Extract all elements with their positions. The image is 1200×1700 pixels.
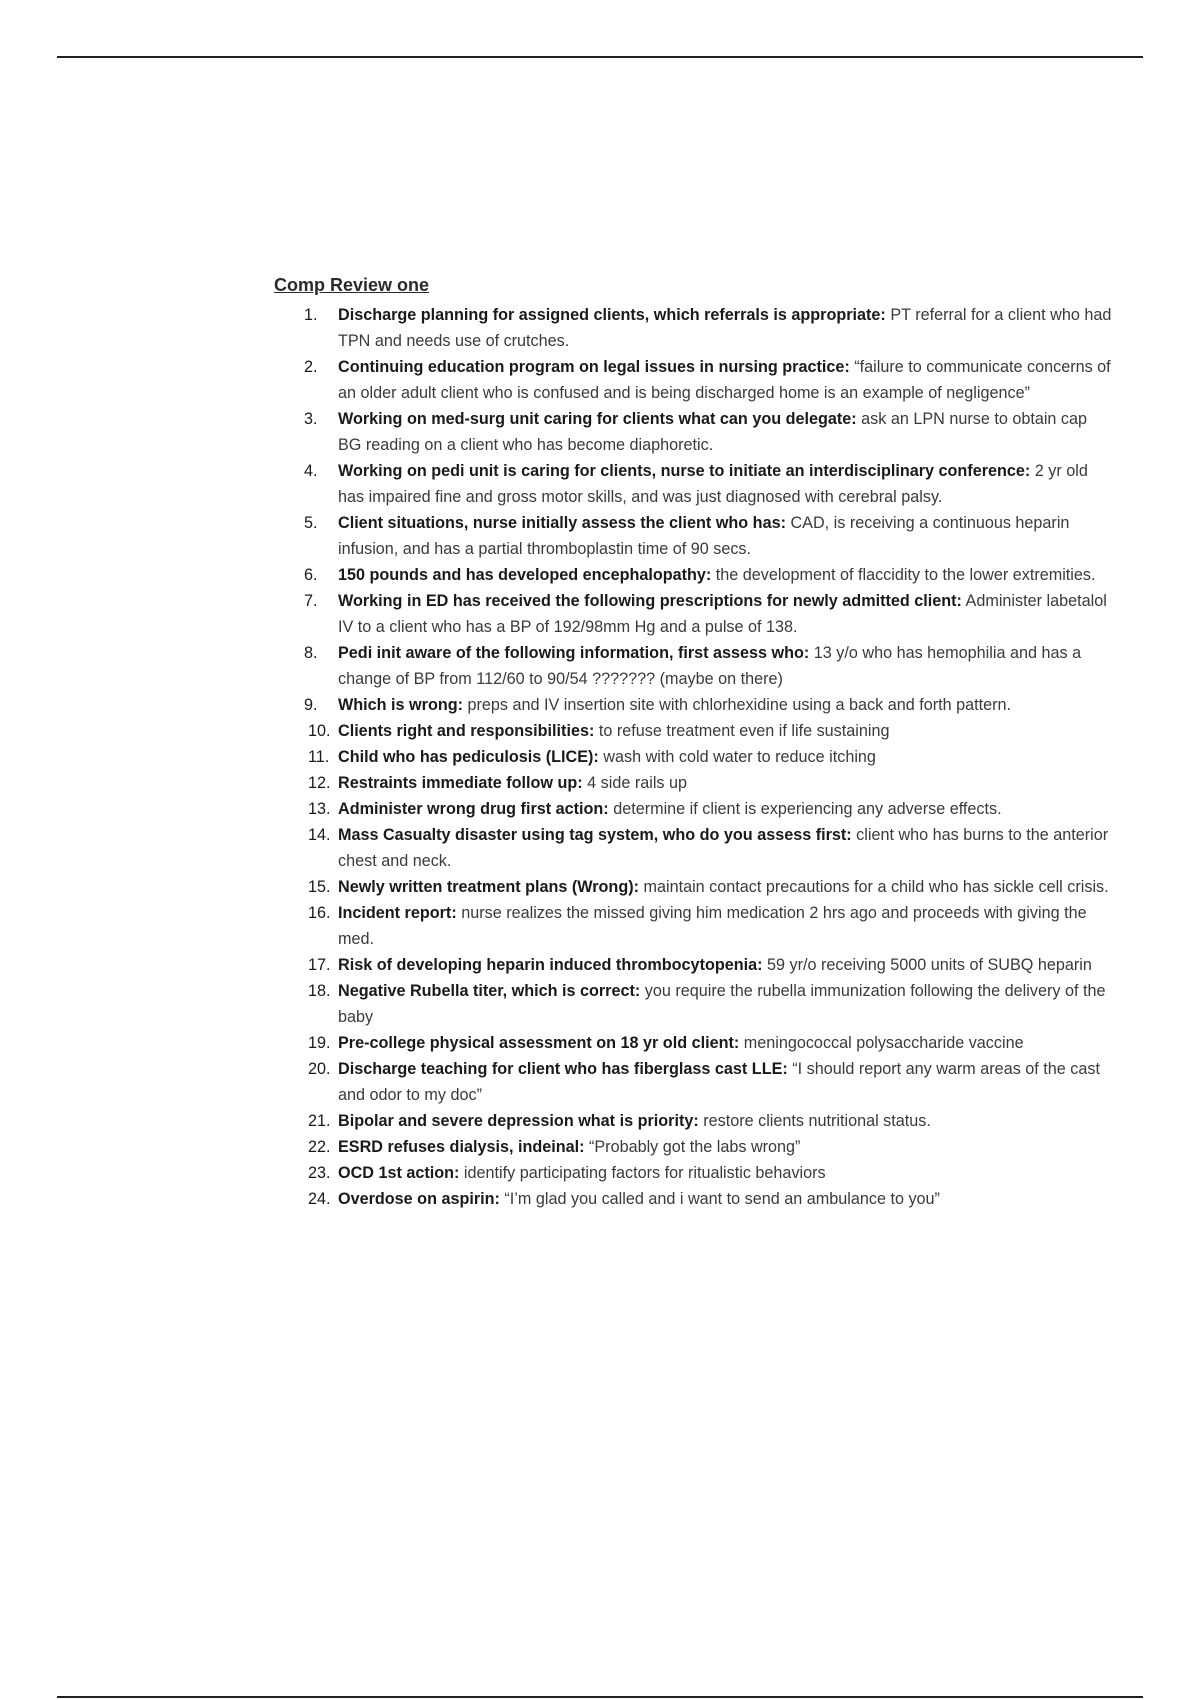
item-answer: Administer labetalol IV to a client who has a BP of 192/98mm Hg and a pulse of 138.	[338, 592, 1107, 636]
item-number: 6.	[304, 566, 318, 584]
review-list	[274, 302, 1114, 1212]
item-question: Administer wrong drug first action:	[338, 800, 609, 818]
item-question: OCD 1st action:	[338, 1164, 460, 1182]
item-number: 2.	[304, 358, 318, 376]
item-number: 10.	[308, 722, 331, 740]
item-number: 15.	[308, 878, 331, 896]
list-item	[274, 822, 1114, 874]
item-number: 16.	[308, 904, 331, 922]
item-answer: 4 side rails up	[582, 774, 688, 792]
list-item	[274, 1134, 1114, 1160]
item-question: Bipolar and severe depression what is priority:	[338, 1112, 699, 1130]
item-answer: “Probably got the labs wrong”	[584, 1138, 801, 1156]
item-number: 4.	[304, 462, 318, 480]
list-item	[274, 978, 1114, 1030]
list-item	[274, 458, 1114, 510]
item-number: 18.	[308, 982, 331, 1000]
item-number: 8.	[304, 644, 318, 662]
document-body	[274, 272, 1114, 1212]
list-item	[274, 510, 1114, 562]
item-answer: identify participating factors for ritualistic behaviors	[459, 1164, 826, 1182]
item-number: 3.	[304, 410, 318, 428]
item-question: Discharge teaching for client who has fiberglass cast LLE:	[338, 1060, 788, 1078]
item-question: Restraints immediate follow up:	[338, 774, 583, 792]
item-question: Risk of developing heparin induced thrombocytopenia:	[338, 956, 763, 974]
item-number: 14.	[308, 826, 331, 844]
document-title: Comp Review one	[274, 275, 430, 295]
list-item	[274, 406, 1114, 458]
item-number: 11.	[308, 748, 330, 766]
item-question: Child who has pediculosis (LICE):	[338, 748, 599, 766]
item-question: Working on med-surg unit caring for clients what can you delegate:	[338, 410, 857, 428]
item-number: 21.	[308, 1112, 331, 1130]
item-number: 1.	[304, 306, 318, 324]
item-answer: maintain contact precautions for a child who has sickle cell crisis.	[639, 878, 1109, 896]
item-question: ESRD refuses dialysis, indeinal:	[338, 1138, 585, 1156]
item-number: 7.	[304, 592, 318, 610]
item-answer: determine if client is experiencing any adverse effects.	[608, 800, 1002, 818]
item-number: 9.	[304, 696, 318, 714]
item-question: Negative Rubella titer, which is correct:	[338, 982, 641, 1000]
item-question: Incident report:	[338, 904, 457, 922]
list-item	[274, 354, 1114, 406]
item-question: Pedi init aware of the following information, first assess who:	[338, 644, 810, 662]
list-item	[274, 770, 1114, 796]
list-item	[274, 1108, 1114, 1134]
item-number: 19.	[308, 1034, 331, 1052]
item-question: Which is wrong:	[338, 696, 463, 714]
list-item	[274, 1056, 1114, 1108]
list-item	[274, 588, 1114, 640]
item-answer: you require the rubella immunization following the delivery of the baby	[338, 982, 1106, 1026]
item-answer: 2 yr old has impaired fine and gross motor skills, and was just diagnosed with cerebral palsy.	[338, 462, 1088, 506]
item-number: 5.	[304, 514, 318, 532]
item-question: Mass Casualty disaster using tag system, who do you assess first:	[338, 826, 852, 844]
item-answer: “failure to communicate concerns of an older adult client who is confused and is being discharged home is an example of negligence”	[338, 358, 1111, 402]
item-answer: 13 y/o who has hemophilia and has a change of BP from 112/60 to 90/54 ??????? (maybe on there)	[338, 644, 1082, 688]
item-question: Clients right and responsibilities:	[338, 722, 595, 740]
item-question: Pre-college physical assessment on 18 yr old client:	[338, 1034, 740, 1052]
footer-rule	[57, 1696, 1143, 1698]
item-number: 13.	[308, 800, 331, 818]
item-number: 17.	[308, 956, 331, 974]
item-answer: CAD, is receiving a continuous heparin infusion, and has a partial thromboplastin time of 90 secs.	[338, 514, 1070, 558]
item-answer: “I’m glad you called and i want to send an ambulance to you”	[499, 1190, 940, 1208]
item-answer: nurse realizes the missed giving him medication 2 hrs ago and proceeds with giving the med.	[338, 904, 1087, 948]
item-answer: PT referral for a client who had TPN and needs use of crutches.	[338, 306, 1112, 350]
item-question: Working in ED has received the following prescriptions for newly admitted client:	[338, 592, 962, 610]
item-answer: client who has burns to the anterior chest and neck.	[338, 826, 1109, 870]
item-question: Continuing education program on legal issues in nursing practice:	[338, 358, 850, 376]
item-answer: preps and IV insertion site with chlorhexidine using a back and forth pattern.	[463, 696, 1011, 714]
list-item	[274, 1186, 1114, 1212]
list-item	[274, 302, 1114, 354]
item-answer: to refuse treatment even if life sustaining	[594, 722, 890, 740]
list-item	[274, 1160, 1114, 1186]
item-question: Working on pedi unit is caring for clients, nurse to initiate an interdisciplinary conference:	[338, 462, 1031, 480]
list-item	[274, 744, 1114, 770]
list-item	[274, 874, 1114, 900]
list-item	[274, 562, 1114, 588]
list-item	[274, 1030, 1114, 1056]
list-item	[274, 952, 1114, 978]
item-answer: 59 yr/o receiving 5000 units of SUBQ heparin	[762, 956, 1092, 974]
item-number: 22.	[308, 1138, 331, 1156]
item-answer: the development of flaccidity to the lower extremities.	[711, 566, 1096, 584]
item-answer: restore clients nutritional status.	[698, 1112, 931, 1130]
item-number: 23.	[308, 1164, 331, 1182]
list-item	[274, 640, 1114, 692]
item-number: 20.	[308, 1060, 331, 1078]
list-item	[274, 692, 1114, 718]
item-number: 12.	[308, 774, 331, 792]
item-question: Client situations, nurse initially assess the client who has:	[338, 514, 786, 532]
list-item	[274, 718, 1114, 744]
item-answer: wash with cold water to reduce itching	[598, 748, 876, 766]
list-item	[274, 796, 1114, 822]
list-item	[274, 900, 1114, 952]
item-answer: ask an LPN nurse to obtain cap BG reading on a client who has become diaphoretic.	[338, 410, 1088, 454]
item-question: Newly written treatment plans (Wrong):	[338, 878, 639, 896]
item-question: Discharge planning for assigned clients, which referrals is appropriate:	[338, 306, 886, 324]
item-answer: meningococcal polysaccharide vaccine	[739, 1034, 1024, 1052]
item-question: Overdose on aspirin:	[338, 1190, 500, 1208]
item-question: 150 pounds and has developed encephalopathy:	[338, 566, 712, 584]
item-answer: “I should report any warm areas of the cast and odor to my doc”	[338, 1060, 1100, 1104]
item-number: 24.	[308, 1190, 331, 1208]
header-rule	[57, 56, 1143, 58]
